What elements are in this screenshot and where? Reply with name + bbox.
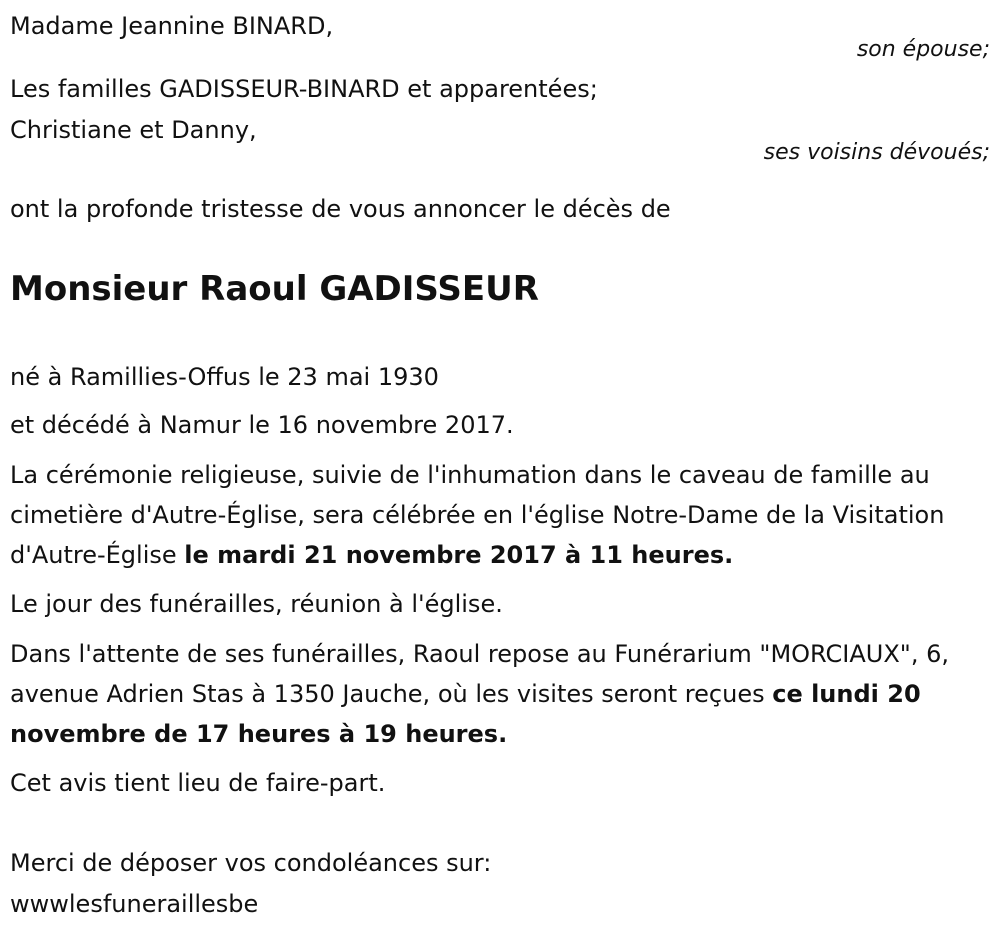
death-notice <box>10 0 990 935</box>
visit-paragraph <box>10 634 990 754</box>
faire-part-line: Cet avis tient lieu de faire-part. <box>10 769 386 797</box>
ceremony-date: le mardi 21 novembre 2017 à 11 heures. <box>184 541 734 569</box>
meeting-line: Le jour des funérailles, réunion à l'église. <box>10 590 503 618</box>
visit-text: Dans l'attente de ses funérailles, Raoul repose au Funérarium "MORCIAUX", 6, avenue Adrien Stas à 1350 Jauche, où les visites seront reçues <box>10 640 949 708</box>
website-link[interactable]: wwwlesfuneraillesbe <box>10 890 259 918</box>
spouse-role: son épouse; <box>856 37 990 62</box>
birth-line: né à Ramillies-Offus le 23 mai 1930 <box>10 363 439 391</box>
spouse-name: Madame Jeannine BINARD, <box>10 12 334 40</box>
visit-date: ce lundi 20 novembre de 17 heures à 19 heures. <box>10 680 921 748</box>
deceased-name: Monsieur Raoul GADISSEUR <box>10 269 539 309</box>
death-line: et décédé à Namur le 16 novembre 2017. <box>10 411 514 439</box>
condolences-label: Merci de déposer vos condoléances sur: <box>10 849 492 877</box>
ceremony-paragraph <box>10 455 990 575</box>
neighbours-names: Christiane et Danny, <box>10 116 257 144</box>
families-line: Les familles GADISSEUR-BINARD et apparentées; <box>10 75 598 103</box>
announcement-line: ont la profonde tristesse de vous annoncer le décès de <box>10 195 671 223</box>
neighbours-role: ses voisins dévoués; <box>763 140 990 165</box>
ceremony-text: La cérémonie religieuse, suivie de l'inhumation dans le caveau de famille au cimetière d'Autre-Église, sera célébrée en l'église Notre-Dame de la Visitation d'Autre-Église <box>10 461 945 569</box>
